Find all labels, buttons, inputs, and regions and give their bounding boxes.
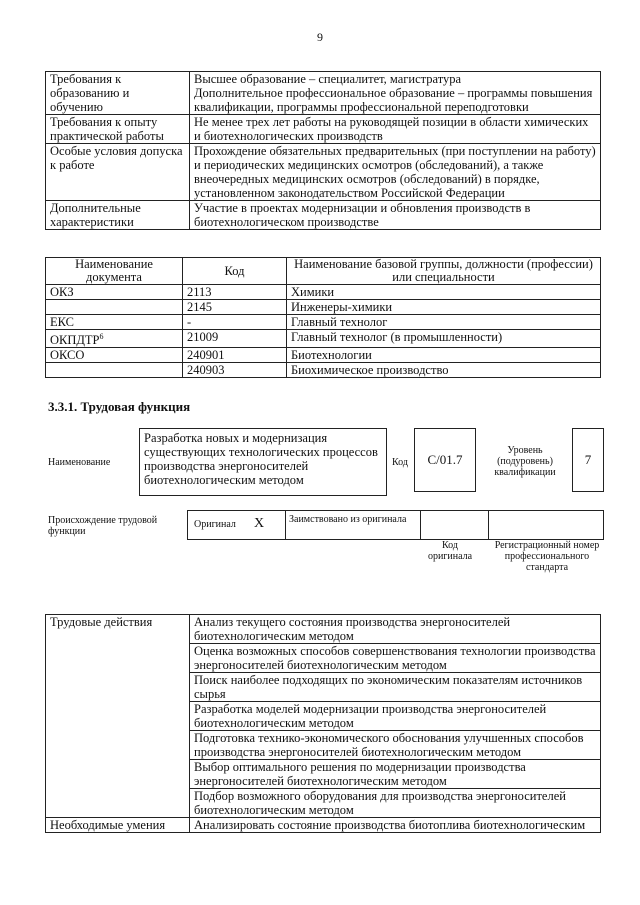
- doc-cell: [46, 330, 183, 348]
- code-cell: -: [183, 315, 287, 330]
- page-number: 9: [317, 30, 323, 44]
- table-row: [46, 115, 601, 144]
- action-item: Оценка возможных способов совершенствования технологии производства энергоносителей биотехнологическим методом: [190, 644, 601, 673]
- requirement-value: Прохождение обязательных предварительных (при поступлении на работу) и периодических медицинских осмотров (обследований), а также внеочередных медицинских осмотров (обследований) в порядке, установленном законодательством Российской Федерации: [190, 144, 601, 201]
- requirement-label: Требования к образованию и обучению: [46, 72, 190, 115]
- borrowed-label: Заимствовано из оригинала: [289, 514, 407, 525]
- labor-actions-table: [45, 614, 601, 833]
- skill-item: Анализировать состояние производства биотоплива биотехнологическим: [190, 818, 601, 833]
- table-row: [46, 201, 601, 230]
- qualification-level-label: Уровень (подуровень) квалификации: [494, 445, 556, 478]
- original-code-caption: Код оригинала: [427, 540, 473, 562]
- function-name-value: Разработка новых и модернизация существующих технологических процессов производства энергоносителей биотехнологическим методом: [139, 428, 387, 496]
- name-cell: Биотехнологии: [287, 348, 601, 363]
- name-cell: Инженеры-химики: [287, 300, 601, 315]
- registration-number-caption: Регистрационный номер профессионального стандарта: [494, 540, 600, 573]
- code-cell: 240901: [183, 348, 287, 363]
- code-cell: 2113: [183, 285, 287, 300]
- requirement-value: Не менее трех лет работы на руководящей позиции в области химических и биотехнологических производств: [190, 115, 601, 144]
- divider: [420, 511, 421, 539]
- action-item: Подготовка технико-экономического обоснования улучшенных способов производства энергоносителей биотехнологическим методом: [190, 731, 601, 760]
- doc-name: ОКПДТР: [50, 333, 100, 348]
- code-cell: 2145: [183, 300, 287, 315]
- requirements-table: [45, 71, 601, 230]
- table-row: [46, 818, 601, 833]
- actions-label: Трудовые действия: [46, 615, 190, 818]
- table-row: [46, 615, 601, 644]
- name-cell: Биохимическое производство: [287, 363, 601, 378]
- action-item: Выбор оптимального решения по модернизации производства энергоносителей биотехнологическим методом: [190, 760, 601, 789]
- action-item: Поиск наиболее подходящих по экономическим показателям источников сырья: [190, 673, 601, 702]
- doc-cell: ОКЗ: [46, 285, 183, 300]
- table-row: [46, 330, 601, 348]
- requirement-label: Особые условия допуска к работе: [46, 144, 190, 201]
- requirement-value: [190, 72, 601, 115]
- requirement-value: Участие в проектах модернизации и обновления производств в биотехнологическом производстве: [190, 201, 601, 230]
- doc-cell: [46, 363, 183, 378]
- action-item: Подбор возможного оборудования для производства энергоносителей биотехнологическим методом: [190, 789, 601, 818]
- column-header-code: Код: [183, 258, 287, 285]
- action-item: Анализ текущего состояния производства энергоносителей биотехнологическим методом: [190, 615, 601, 644]
- section-title: 3.3.1. Трудовая функция: [48, 399, 191, 414]
- table-row: [46, 144, 601, 201]
- requirement-line: Высшее образование – специалитет, магистратура: [194, 72, 462, 86]
- function-name-label: Наименование: [48, 457, 111, 468]
- origin-box: [187, 510, 604, 540]
- table-row: [46, 300, 601, 315]
- column-header-name: Наименование базовой группы, должности (профессии) или специальности: [287, 258, 601, 285]
- table-row: [46, 315, 601, 330]
- function-code-label: Код: [392, 457, 408, 468]
- name-cell: Главный технолог: [287, 315, 601, 330]
- name-cell: Главный технолог (в промышленности): [287, 330, 601, 348]
- requirement-label: Требования к опыту практической работы: [46, 115, 190, 144]
- divider: [285, 511, 286, 539]
- divider: [488, 511, 489, 539]
- requirement-label: Дополнительные характеристики: [46, 201, 190, 230]
- classifier-table: [45, 257, 601, 378]
- code-cell: 240903: [183, 363, 287, 378]
- table-row: [46, 348, 601, 363]
- doc-cell: ОКСО: [46, 348, 183, 363]
- original-label: Оригинал: [194, 519, 236, 530]
- requirement-line: Дополнительное профессиональное образование – программы повышения квалификации, программы профессиональной переподготовки: [194, 86, 593, 114]
- origin-label: Происхождение трудовой функции: [48, 515, 158, 537]
- doc-cell: [46, 300, 183, 315]
- action-item: Разработка моделей модернизации производства энергоносителей биотехнологическим методом: [190, 702, 601, 731]
- code-cell: 21009: [183, 330, 287, 348]
- table-header-row: [46, 258, 601, 285]
- column-header-document: Наименование документа: [46, 258, 183, 285]
- original-mark: X: [254, 516, 265, 531]
- table-row: [46, 363, 601, 378]
- table-row: [46, 285, 601, 300]
- table-row: [46, 72, 601, 115]
- doc-cell: ЕКС: [46, 315, 183, 330]
- name-cell: Химики: [287, 285, 601, 300]
- qualification-level-value: 7: [572, 428, 604, 492]
- footnote-marker: 6: [99, 332, 104, 341]
- function-code-value: С/01.7: [414, 428, 476, 492]
- skills-label: Необходимые умения: [46, 818, 190, 833]
